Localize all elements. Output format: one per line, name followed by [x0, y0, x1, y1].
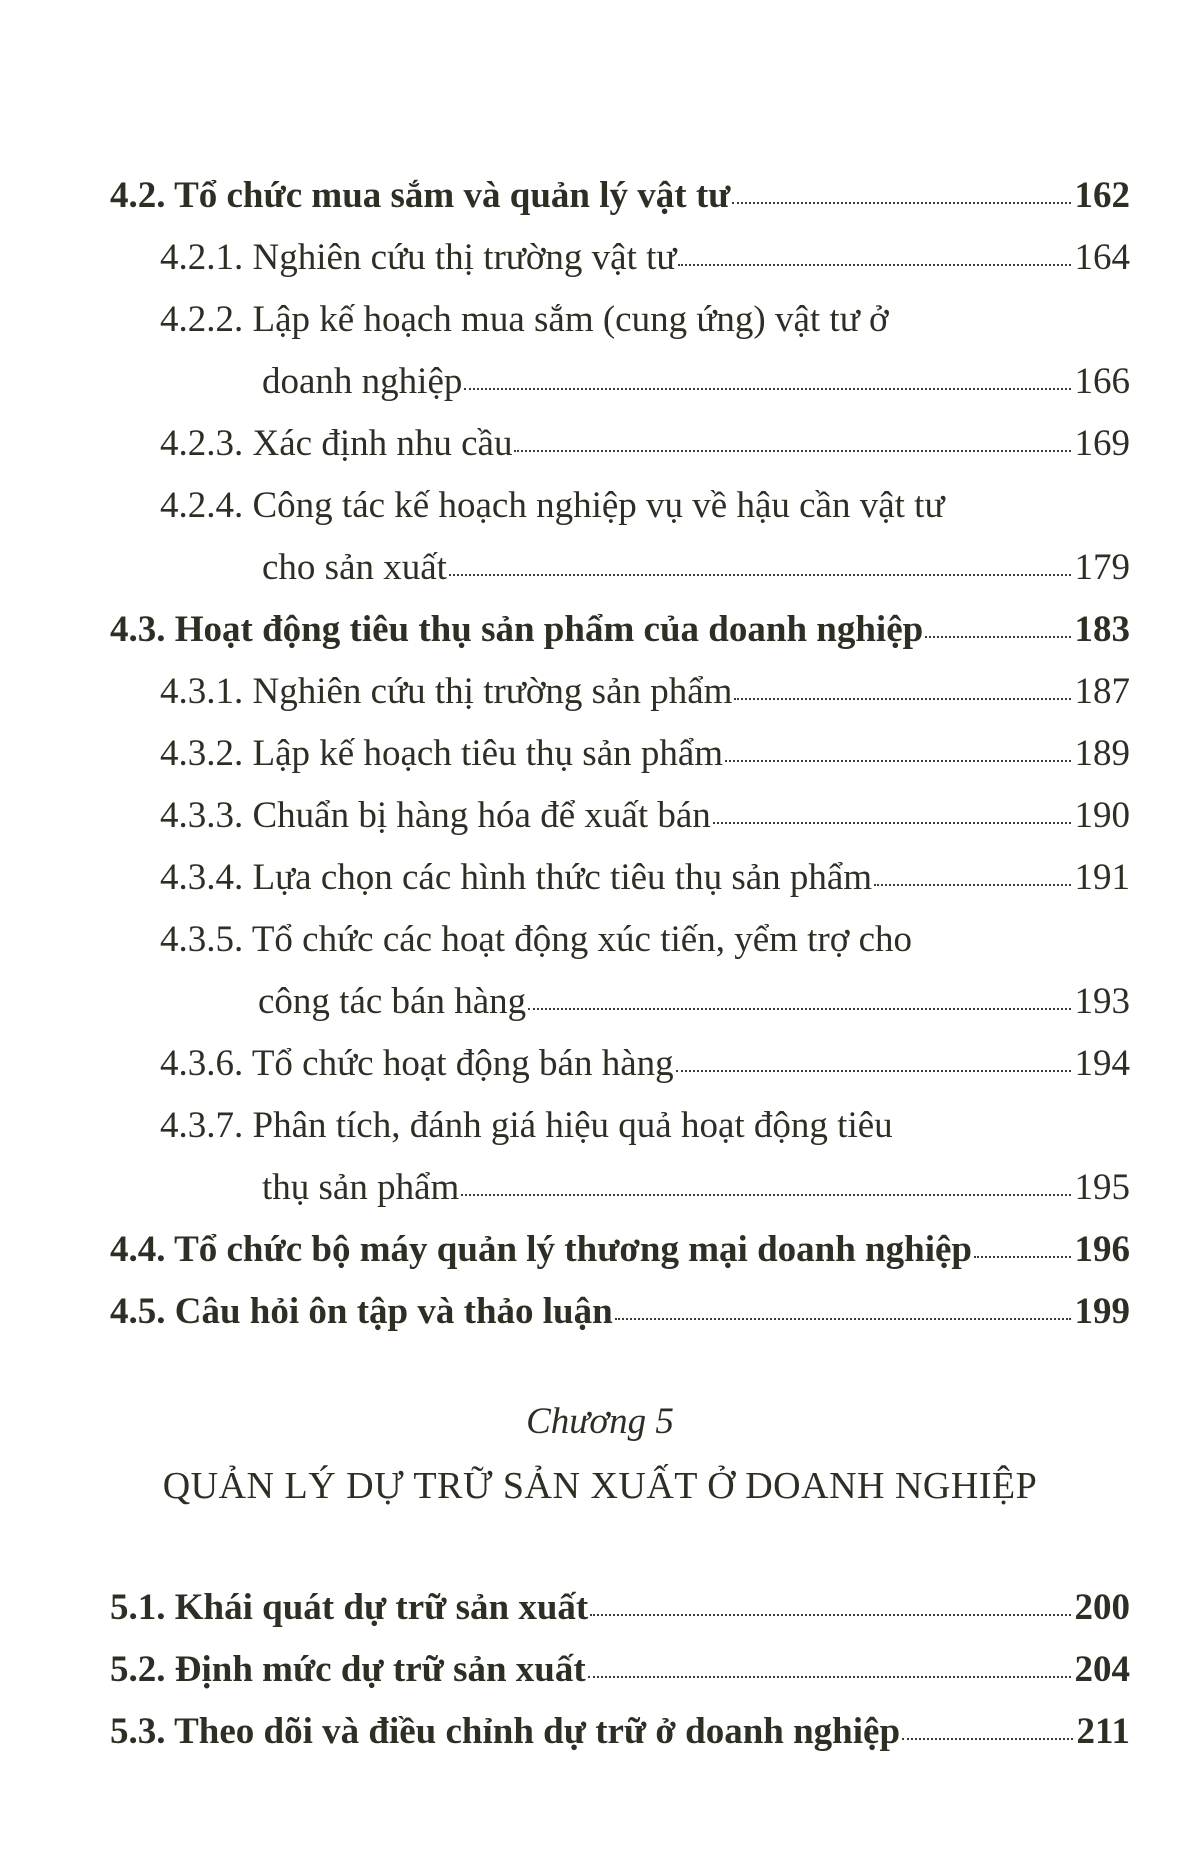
toc-page-number: 196 [1074, 1229, 1130, 1270]
toc-entry-4-3-7-continuation[interactable] [0, 1160, 1200, 1216]
toc-page-number: 195 [1074, 1167, 1130, 1208]
toc-entry-4-5[interactable] [0, 1284, 1200, 1340]
dot-leader [464, 388, 1070, 390]
dot-leader [874, 884, 1070, 886]
toc-entry-5-1[interactable] [0, 1580, 1200, 1636]
toc-page-number: 187 [1074, 671, 1130, 712]
dot-leader [734, 698, 1070, 700]
toc-entry-4-2-3[interactable] [0, 416, 1200, 472]
toc-entry-4-2-2-continuation[interactable] [0, 354, 1200, 410]
toc-entry-title: 4.3.5. Tổ chức các hoạt động xúc tiến, yểm trợ cho [160, 919, 912, 960]
dot-leader [590, 1614, 1070, 1616]
toc-entry-4-2-4-continuation[interactable] [0, 540, 1200, 596]
toc-entry-title: 4.3.1. Nghiên cứu thị trường sản phẩm [160, 671, 733, 712]
toc-entry-4-3-5[interactable] [0, 912, 1200, 968]
toc-page-number: 166 [1074, 361, 1130, 402]
toc-page-number: 204 [1074, 1649, 1130, 1690]
dot-leader [732, 202, 1070, 204]
chapter-label: Chương 5 [526, 1401, 674, 1442]
toc-entry-title: 4.3.3. Chuẩn bị hàng hóa để xuất bán [160, 795, 711, 836]
toc-entry-title: 4.4. Tổ chức bộ máy quản lý thương mại doanh nghiệp [110, 1229, 972, 1270]
toc-entry-4-3-4[interactable] [0, 850, 1200, 906]
dot-leader [676, 1070, 1071, 1072]
toc-entry-title: 4.3.4. Lựa chọn các hình thức tiêu thụ sản phẩm [160, 857, 873, 898]
toc-page-number: 189 [1074, 733, 1130, 774]
toc-entry-title: 5.2. Định mức dự trữ sản xuất [110, 1649, 586, 1690]
dot-leader [615, 1318, 1071, 1320]
toc-page-number: 211 [1076, 1711, 1130, 1752]
toc-entry-4-2-2[interactable] [0, 292, 1200, 348]
toc-page-number: 190 [1074, 795, 1130, 836]
toc-entry-4-2[interactable] [0, 168, 1200, 224]
toc-entry-title-continuation: thụ sản phẩm [262, 1167, 460, 1208]
toc-entry-4-3-5-continuation[interactable] [0, 974, 1200, 1030]
toc-entry-title: 4.2.2. Lập kế hoạch mua sắm (cung ứng) vật tư ở [160, 299, 889, 340]
toc-entry-title: 4.2. Tổ chức mua sắm và quản lý vật tư [110, 175, 731, 216]
toc-entry-4-4[interactable] [0, 1222, 1200, 1278]
dot-leader [713, 822, 1071, 824]
toc-page-number: 164 [1074, 237, 1130, 278]
toc-entry-5-2[interactable] [0, 1642, 1200, 1698]
dot-leader [461, 1194, 1070, 1196]
toc-page-number: 199 [1074, 1291, 1130, 1332]
dot-leader [514, 450, 1070, 452]
dot-leader [974, 1256, 1071, 1258]
toc-entry-4-2-1[interactable] [0, 230, 1200, 286]
toc-entry-4-3-7[interactable] [0, 1098, 1200, 1154]
dot-leader [725, 760, 1070, 762]
toc-entry-title: 4.2.1. Nghiên cứu thị trường vật tư [160, 237, 677, 278]
toc-entry-title: 4.2.3. Xác định nhu cầu [160, 423, 513, 464]
toc-page-number: 200 [1074, 1587, 1130, 1628]
toc-entry-title: 4.3.2. Lập kế hoạch tiêu thụ sản phẩm [160, 733, 724, 774]
toc-page-number: 162 [1074, 175, 1130, 216]
dot-leader [449, 574, 1071, 576]
dot-leader [678, 264, 1070, 266]
toc-page-number: 183 [1074, 609, 1130, 650]
toc-entry-4-2-4[interactable] [0, 478, 1200, 534]
toc-entry-title: 4.2.4. Công tác kế hoạch nghiệp vụ về hậu cần vật tư [160, 485, 945, 526]
dot-leader [588, 1676, 1071, 1678]
toc-entry-4-3-6[interactable] [0, 1036, 1200, 1092]
toc-entry-4-3-3[interactable] [0, 788, 1200, 844]
dot-leader [925, 636, 1070, 638]
toc-entry-title: 5.1. Khái quát dự trữ sản xuất [110, 1587, 589, 1628]
toc-entry-title: 4.3.7. Phân tích, đánh giá hiệu quả hoạt động tiêu [160, 1105, 893, 1146]
chapter-title: QUẢN LÝ DỰ TRỮ SẢN XUẤT Ở DOANH NGHIỆP [162, 1465, 1038, 1507]
toc-page-number: 169 [1074, 423, 1130, 464]
toc-entry-title-continuation: doanh nghiệp [262, 361, 463, 402]
toc-entry-4-3-1[interactable] [0, 664, 1200, 720]
toc-entry-4-3-2[interactable] [0, 726, 1200, 782]
toc-entry-title: 4.3. Hoạt động tiêu thụ sản phẩm của doanh nghiệp [110, 609, 924, 650]
toc-entry-title-continuation: công tác bán hàng [258, 981, 527, 1022]
toc-page-number: 193 [1074, 981, 1130, 1022]
toc-page-number: 191 [1074, 857, 1130, 898]
toc-page-number: 194 [1074, 1043, 1130, 1084]
toc-entry-title-continuation: cho sản xuất [262, 547, 447, 588]
toc-entry-5-3[interactable] [0, 1704, 1200, 1760]
toc-entry-title: 4.5. Câu hỏi ôn tập và thảo luận [110, 1291, 613, 1332]
toc-entry-title: 4.3.6. Tổ chức hoạt động bán hàng [160, 1043, 674, 1084]
toc-entry-title: 5.3. Theo dõi và điều chỉnh dự trữ ở doanh nghiệp [110, 1711, 901, 1752]
dot-leader [902, 1738, 1072, 1740]
toc-entry-4-3[interactable] [0, 602, 1200, 658]
dot-leader [528, 1008, 1070, 1010]
toc-page-number: 179 [1074, 547, 1130, 588]
